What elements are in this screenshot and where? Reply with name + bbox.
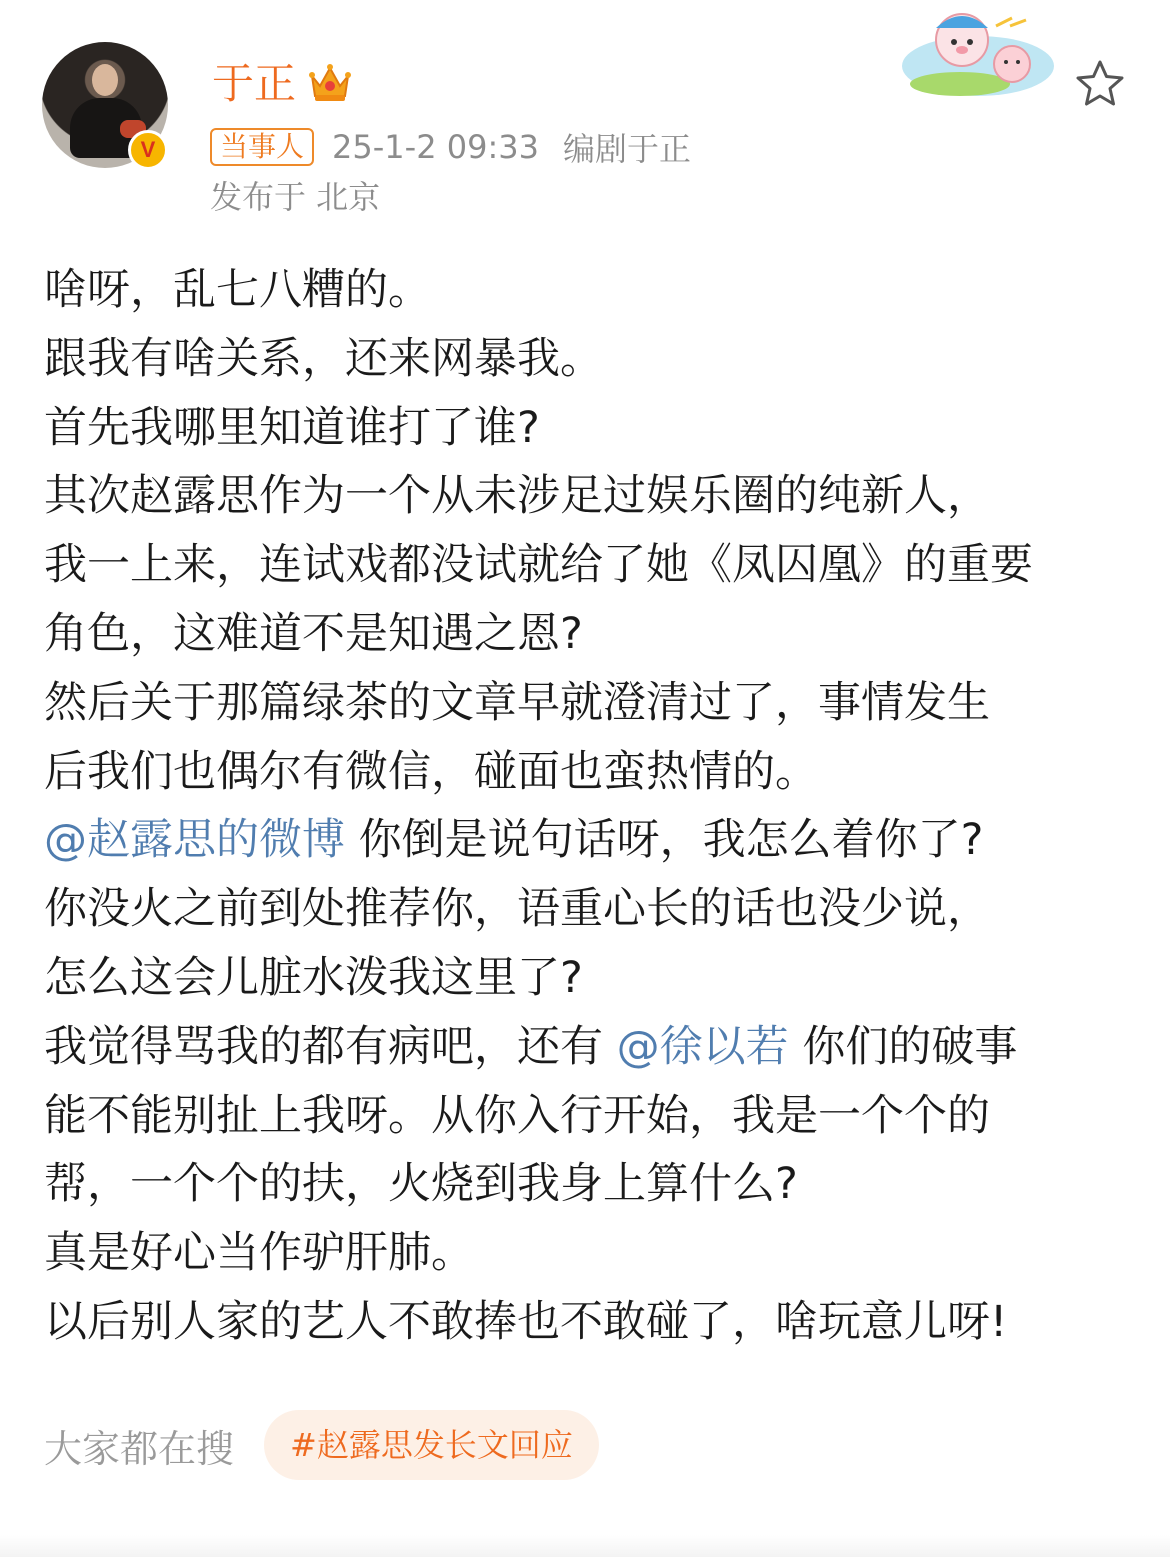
sticker-image: [900, 4, 1056, 100]
post-source: 编剧于正: [562, 130, 691, 168]
trending-search: [44, 1410, 599, 1480]
post-line: @赵露思的微博 你倒是说句话呀，我怎么着你了?: [44, 815, 984, 866]
post-content: [44, 256, 1144, 1357]
post-line: 角色，这难道不是知遇之恩?: [44, 608, 583, 659]
party-tag: 当事人: [210, 128, 314, 166]
crown-icon: [308, 62, 352, 104]
mention-link[interactable]: @徐以若: [616, 1021, 789, 1072]
mention-link[interactable]: @赵露思的微博: [44, 815, 345, 866]
post-line: 以后别人家的艺人不敢捧也不敢碰了，啥玩意儿呀!: [44, 1296, 1008, 1347]
post-line: 怎么这会儿脏水泼我这里了?: [44, 952, 583, 1003]
bottom-divider: [0, 1535, 1170, 1557]
post-line: 能不能别扯上我呀。从你入行开始，我是一个个的: [44, 1090, 990, 1141]
post-line: 帮，一个个的扶，火烧到我身上算什么?: [44, 1159, 798, 1210]
post-time: 25-1-2 09:33: [332, 128, 539, 166]
post-line: 我一上来，连试戏都没试就给了她《凤囚凰》的重要: [44, 540, 1033, 591]
trending-label: 大家都在搜: [44, 1426, 235, 1471]
post-line: 其次赵露思作为一个从未涉足过娱乐圈的纯新人，: [44, 471, 990, 522]
post-line: 然后关于那篇绿茶的文章早就澄清过了，事情发生: [44, 677, 990, 728]
author-name[interactable]: 于正: [212, 59, 297, 108]
verified-icon: V: [128, 130, 168, 170]
post-location: 发布于 北京: [210, 178, 381, 216]
post-line: 你没火之前到处推荐你，语重心长的话也没少说，: [44, 884, 990, 935]
post-meta: [210, 126, 715, 168]
post-line: 跟我有啥关系，还来网暴我。: [44, 333, 603, 384]
trending-topic-chip[interactable]: #赵露思发长文回应: [264, 1410, 599, 1480]
post-line: 后我们也偶尔有微信，碰面也蛮热情的。: [44, 746, 818, 797]
post-line: 首先我哪里知道谁打了谁?: [44, 402, 540, 453]
star-icon[interactable]: [1074, 58, 1126, 110]
post-line: 我觉得骂我的都有病吧，还有 @徐以若 你们的破事: [44, 1021, 1018, 1072]
post-line: 真是好心当作驴肝肺。: [44, 1228, 474, 1279]
avatar-face: [92, 64, 118, 96]
post-line: 啥呀，乱七八糟的。: [44, 265, 431, 315]
